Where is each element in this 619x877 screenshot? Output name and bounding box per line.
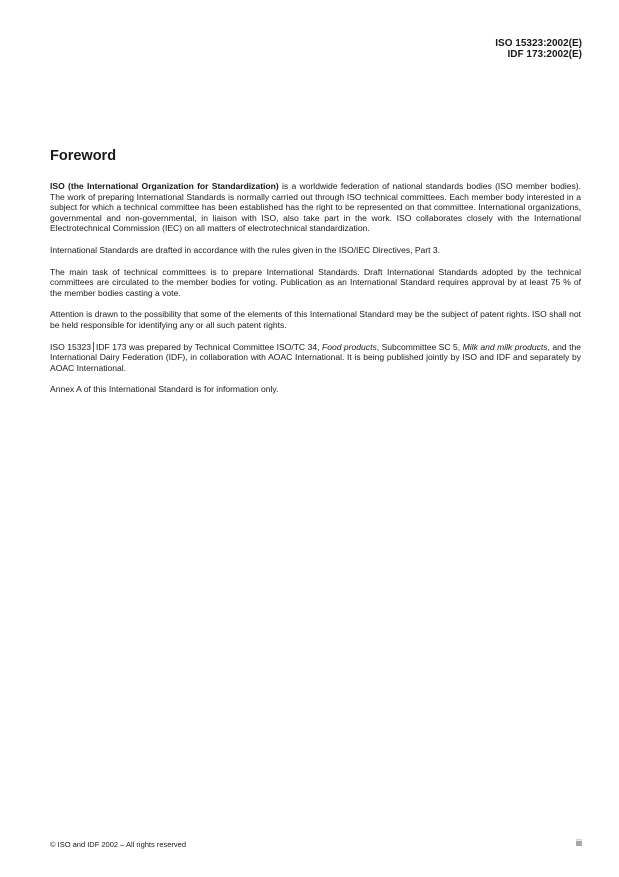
italic-term: Food products xyxy=(321,341,377,352)
foreword-body xyxy=(50,181,581,406)
italic-term: Milk and milk products xyxy=(462,341,548,352)
paragraph-annex: Annex A of this International Standard is for information only. xyxy=(50,384,279,395)
footer-copyright: © ISO and IDF 2002 – All rights reserved xyxy=(50,840,187,849)
page-title: Foreword xyxy=(50,148,117,164)
paragraph-text: , and the International Dairy Federation (IDF), in collaboration with AOAC International. It is being published jointly by ISO and IDF and separately by AOAC International. xyxy=(50,341,582,373)
paragraph-text: IDF 173 was prepared by Technical Committee ISO/TC 34, xyxy=(95,341,322,352)
standard-number: ISO 15323 xyxy=(50,341,91,352)
paragraph-patent-rights: Attention is drawn to the possibility that some of the elements of this International Standard may be the subject of patent rights. ISO shall not be held responsible for identifying any or all such patent rights. xyxy=(50,309,581,330)
header-idf-number: IDF 173:2002(E) xyxy=(507,49,582,60)
footer-page-number: iii xyxy=(576,838,582,848)
header-iso-number: ISO 15323:2002(E) xyxy=(495,38,582,49)
document-header xyxy=(495,38,582,60)
paragraph-text: is a worldwide federation of national standards bodies (ISO member bodies). The work of preparing International Standards is normally carried out through ISO technical committees. Each member body interested in a subject for which a technical committee has been established has the right to be represented on that committee. International organizations, governmental and non-governmental, in liaison with ISO, also take part in the work. ISO collaborates closely with the International Electrotechnical Commission (IEC) on all matters of electrotechnical standardization. xyxy=(50,181,581,234)
paragraph-technical-committees: The main task of technical committees is to prepare International Standards. Draft International Standards adopted by the technical committees are circulated to the member bodies for voting. Publication as an International Standard requires approval by at least 75 % of the member bodies casting a vote. xyxy=(50,266,581,298)
paragraph-preparation xyxy=(50,342,581,374)
paragraph-directives: International Standards are drafted in accordance with the rules given in the ISO/IEC Directives, Part 3. xyxy=(50,244,441,255)
separator-bar xyxy=(93,342,94,352)
iso-bold-term: ISO (the International Organization for Standardization) xyxy=(50,181,279,191)
paragraph-iso-intro xyxy=(50,181,581,234)
paragraph-text: , Subcommittee SC 5, xyxy=(376,341,463,352)
